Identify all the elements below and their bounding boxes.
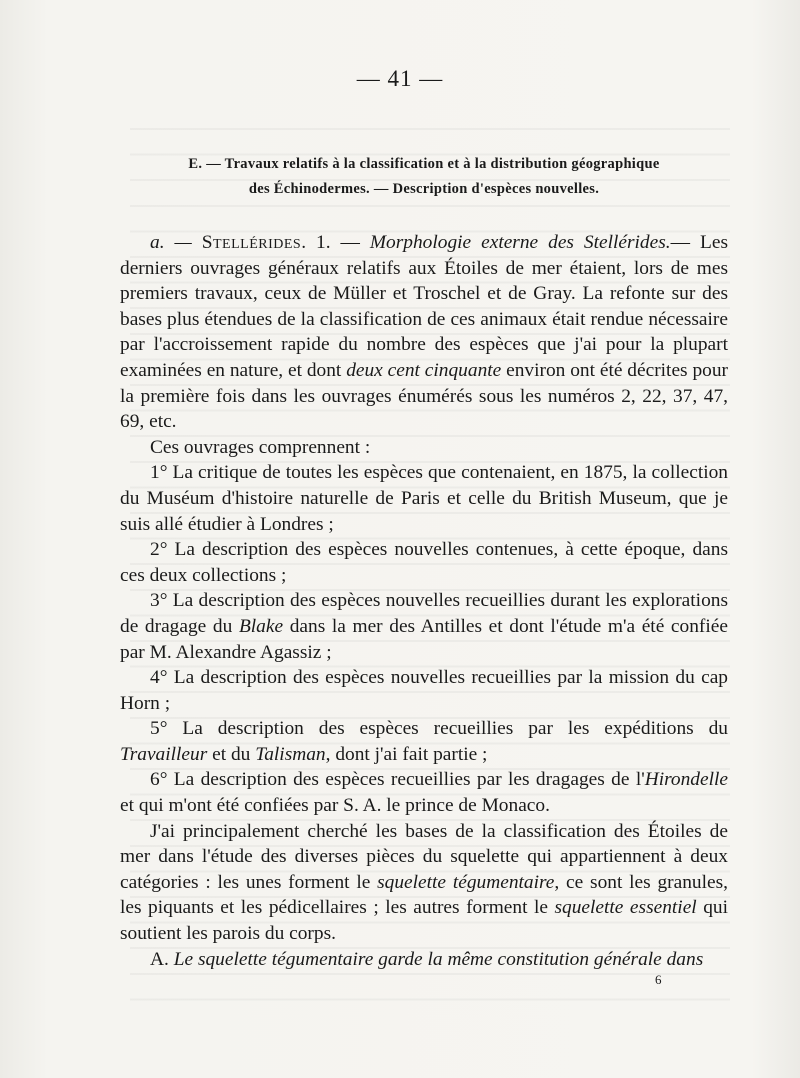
list-item-3-text-a: 3° La description des espèces nouvelles recueillies durant les explorations de dragage du <box>120 590 728 637</box>
final-paragraph <box>120 947 728 973</box>
list-item-6-text-b: et qui m'ont été confiées par S. A. le prince de Monaco. <box>120 795 550 817</box>
ship-travailleur: Travailleur <box>120 743 208 765</box>
intro-emphasis: deux cent cinquante <box>346 359 502 381</box>
emphasis-squelette-essentiel: squelette essentiel <box>554 897 697 919</box>
closing-text-c: qui soutient les parois du corps. <box>120 897 728 945</box>
list-item-6 <box>120 767 728 818</box>
ship-talisman: Talisman <box>255 743 326 765</box>
list-item-4: 4° La description des espèces nouvelles recueillies par la mission du cap Horn ; <box>120 667 728 714</box>
list-item-6-text-a: 6° La description des espèces recueillies par les dragages de l' <box>150 769 645 791</box>
list-lead: Ces ouvrages comprennent : <box>150 436 371 458</box>
list-item-3 <box>120 588 728 665</box>
label-a: a. — <box>150 232 202 253</box>
closing-paragraph <box>120 819 728 947</box>
final-emphasis: Le squelette tégumentaire garde la même constitution générale dans <box>173 948 704 970</box>
final-label: A. <box>150 948 174 970</box>
closing-text-b: , ce sont les granules, les piquants et les pédicellaires ; les autres forment le <box>120 871 729 919</box>
signature-mark: 6 <box>655 972 662 987</box>
intro-text-1: — Les derniers ouvrages généraux relatifs aux Étoiles de mer étaient, lors de mes premiers travaux, ceux de Müller et Troschel et de Gray. La refonte sur des bases plus étendues de la classification de ces animaux était rendue nécessaire par l'accroissement rapide du nombre des espèces que j'ai pour la plupart examinées en nature, et dont <box>120 232 728 381</box>
list-item-3-text-b: dans la mer des Antilles et dont l'étude m'a été confiée par M. Alexandre Agassiz ; <box>120 615 728 663</box>
list-item-1: 1° La critique de toutes les espèces que contenaient, en 1875, la collection du Muséum d'histoire naturelle de Paris et celle du British Museum, que je suis allé étudier à Londres ; <box>120 462 728 535</box>
label-stellerides: Stellérides <box>201 232 302 253</box>
list-item-5-text-b: et du <box>207 743 256 765</box>
body-text <box>120 230 728 972</box>
section-title-line-1: E. — Travaux relatifs à la classification et à la distribution géographique <box>188 156 660 172</box>
list-item-5-text-a: 5° La description des espèces recueillies par les expéditions du <box>150 718 728 740</box>
intro-heading: Morphologie externe des Stellérides. <box>369 232 671 253</box>
emphasis-squelette-tegumentaire: squelette tégumentaire <box>377 871 555 893</box>
closing-text-a: J'ai principalement cherché les bases de la classification des Étoiles de mer dans l'étude des diverses pièces du squelette qui appartiennent à deux catégories : les unes forment le <box>120 820 728 893</box>
intro-paragraph <box>120 230 728 435</box>
page-number: — 41 — <box>356 66 444 91</box>
section-title <box>118 152 730 202</box>
list-item-2: 2° La description des espèces nouvelles contenues, à cette époque, dans ces deux collections ; <box>120 539 728 586</box>
section-title-line-2: des Échinodermes. — Description d'espèces nouvelles. <box>248 181 600 197</box>
list-item-5-text-c: , dont j'ai fait partie ; <box>325 743 488 765</box>
ship-hirondelle: Hirondelle <box>644 769 728 791</box>
list-item-5 <box>120 716 728 767</box>
label-number: . 1. — <box>301 232 370 253</box>
ship-blake: Blake <box>238 615 284 637</box>
intro-text-2: environ ont été décrites pour la première fois dans les ouvrages énumérés sous les numéros 2, 22, 37, 47, 69, etc. <box>120 359 728 433</box>
